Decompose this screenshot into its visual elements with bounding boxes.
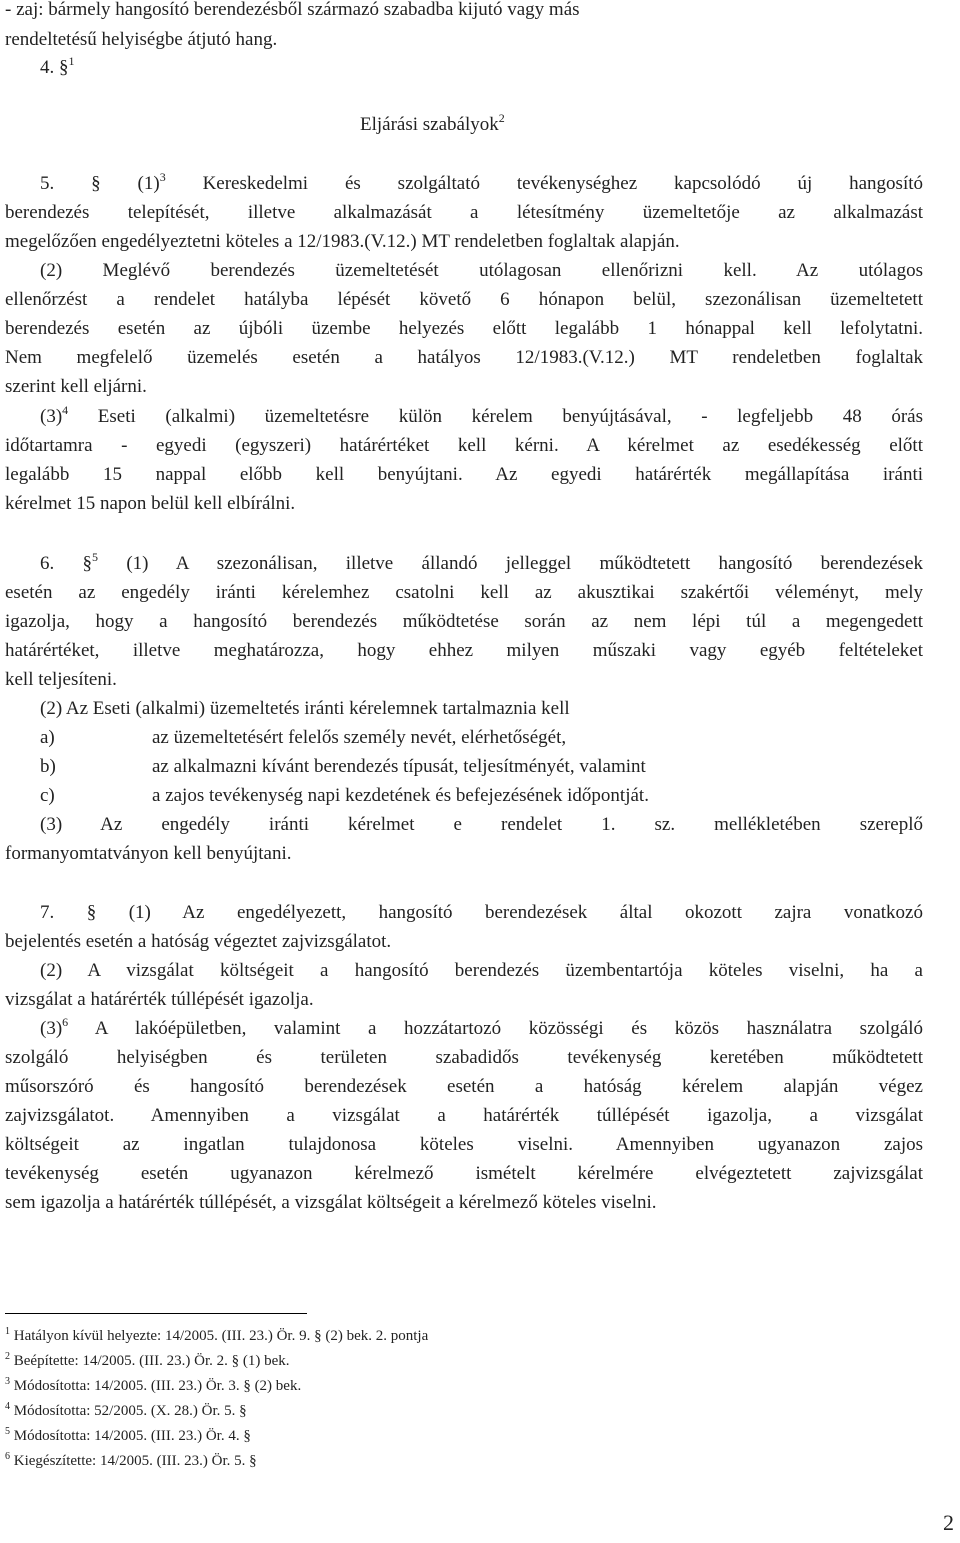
footnote-text: Módosította: 52/2005. (X. 28.) Ör. 5. §: [13, 1403, 247, 1419]
list-label: a): [40, 727, 55, 748]
text-line: szolgáló helyiségben és területen szabadidős tevékenység keretében működtetett: [5, 1047, 923, 1068]
section-7-line: 7. § (1) Az engedélyezett, hangosító berendezések által okozott zajra vonatkozó: [40, 902, 923, 923]
footnote-ref-2: 2: [498, 111, 505, 125]
section-6-line: 6. §$^5$ (1) A szezonálisan, illetve állandó jelleggel működtetett hangosító berendezések: [40, 550, 924, 574]
text-line: esetén az engedély iránti kérelemhez csatolni kell az akusztikai szakértői véleményt, mely: [5, 582, 923, 603]
text-line: berendezés telepítését, illetve alkalmazását a létesítmény üzemeltetője az alkalmazást: [5, 202, 923, 223]
footnote-text: Beépítette: 14/2005. (III. 23.) Ör. 2. § (1) bek.: [13, 1353, 290, 1369]
text-line: Nem megfelelő üzemelés esetén a hatályos 12/1983.(V.12.) MT rendeletben foglaltak: [5, 347, 923, 368]
footnote: [5, 1377, 301, 1395]
text-line: legalább 15 nappal előbb kell benyújtani. Az egyedi határérték megállapítása iránti: [5, 464, 923, 485]
text-line: formanyomtatványon kell benyújtani.: [5, 843, 292, 864]
text-line: megelőzően engedélyeztetni köteles a 12/1983.(V.12.) MT rendeletben foglaltak alapján.: [5, 231, 680, 252]
text-line: (2) A vizsgálat költségeit a hangosító berendezés üzembentartója köteles viselni, ha a: [40, 960, 923, 981]
text-line: vizsgálat a határérték túllépését igazolja.: [5, 989, 314, 1010]
footnote: [5, 1327, 428, 1345]
footnote-ref-1: 1: [68, 54, 75, 68]
list-text: az üzemeltetésért felelős személy nevét, elérhetőségét,: [152, 727, 567, 748]
text-line: kell teljesíteni.: [5, 669, 117, 690]
footnote-number: 5: [5, 1426, 10, 1437]
list-label: b): [40, 756, 56, 777]
text-line: ellenőrzést a rendelet hatályba lépését követő 6 hónapon belül, szezonálisan üzemeltetett: [5, 289, 923, 310]
footnote-ref-6: 6: [62, 1015, 69, 1029]
paragraph-sign: §: [91, 173, 101, 194]
text-line: időtartamra - egyedi (egyszeri) határértéket kell kérni. A kérelmet az esedékesség előtt: [5, 435, 923, 456]
footnote-divider: [5, 1313, 307, 1314]
paragraph-sign: §: [82, 553, 93, 574]
text-line: költségeit az ingatlan tulajdonosa köteles viselni. Amennyiben ugyanazon zajos: [5, 1134, 923, 1155]
text-line: határértéket, illetve meghatározza, hogy ehhez milyen műszaki vagy egyéb feltételeket: [5, 640, 923, 661]
text-line: szerint kell eljárni.: [5, 376, 147, 397]
footnote-text: Módosította: 14/2005. (III. 23.) Ör. 4. §: [13, 1428, 251, 1444]
text-line: (2) Meglévő berendezés üzemeltetését utólagosan ellenőrizni kell. Az utólagos: [40, 260, 923, 281]
page-number: 2: [943, 1510, 954, 1535]
text-line: $(3)^4$ Eseti (alkalmi) üzemeltetésre külön kérelem benyújtásával, - legfeljebb 48 órás: [40, 403, 924, 427]
section-title: Eljárási szabályok$^2$: [360, 111, 505, 135]
section-5-line: 5. § $(1)^3$ Kereskedelmi és szolgáltató tevékenységhez kapcsolódó új hangosító: [40, 170, 924, 194]
text-line: sem igazolja a határérték túllépését, a vizsgálat költségeit a kérelmező köteles viselni.: [5, 1192, 657, 1213]
footnote-number: 3: [5, 1376, 10, 1387]
paragraph-sign: §: [59, 57, 69, 78]
footnote-text: Módosította: 14/2005. (III. 23.) Ör. 3. § (2) bek.: [13, 1378, 302, 1394]
footnote: [5, 1452, 257, 1470]
text-line: kérelmet 15 napon belül kell elbírálni.: [5, 493, 296, 514]
footnote-ref-4: 4: [62, 403, 69, 417]
footnote-ref-3: 3: [159, 170, 166, 184]
footnote-number: 2: [5, 1351, 10, 1362]
footnote: [5, 1402, 247, 1420]
list-text: a zajos tevékenység napi kezdetének és befejezésének időpontját.: [152, 785, 649, 806]
text-line: bejelentés esetén a hatóság végeztet zajvizsgálatot.: [5, 931, 392, 952]
text-line: rendeltetésű helyiségbe átjutó hang.: [5, 29, 278, 50]
text-line: - zaj: bármely hangosító berendezésből származó szabadba kijutó vagy más: [5, 0, 580, 20]
text-line: műsorszóró és hangosító berendezések esetén a hatóság kérelem alapján végez: [5, 1076, 923, 1097]
list-label: c): [40, 785, 55, 806]
list-text: az alkalmazni kívánt berendezés típusát, teljesítményét, valamint: [152, 756, 646, 777]
text-line: zajvizsgálatot. Amennyiben a vizsgálat a határérték túllépését igazolja, a vizsgálat: [5, 1105, 923, 1126]
paragraph-sign: §: [86, 902, 97, 923]
section-4-heading: 4. §$^1$: [40, 54, 75, 78]
footnote: [5, 1427, 251, 1445]
text-line: berendezés esetén az újbóli üzembe helyezés előtt legalább 1 hónappal kell lefolytatni.: [5, 318, 923, 339]
text-line: igazolja, hogy a hangosító berendezés működtetése során az nem lépi túl a megengedett: [5, 611, 923, 632]
text-line: (2) Az Eseti (alkalmi) üzemeltetés iránti kérelemnek tartalmaznia kell: [40, 698, 570, 719]
footnote: [5, 1352, 290, 1370]
text-line: $(3)^6$ A lakóépületben, valamint a hozzátartozó közösségi és közös használatra szolgáló: [40, 1015, 923, 1039]
footnote-text: Hatályon kívül helyezte: 14/2005. (III. 23.) Ör. 9. § (2) bek. 2. pontja: [13, 1328, 429, 1344]
footnote-text: Kiegészítette: 14/2005. (III. 23.) Ör. 5. §: [13, 1453, 257, 1469]
text-line: (3) Az engedély iránti kérelmet e rendelet 1. sz. mellékletében szereplő: [40, 814, 923, 835]
footnote-number: 6: [5, 1451, 10, 1462]
footnote-number: 4: [5, 1401, 10, 1412]
text-line: tevékenység esetén ugyanazon kérelmező ismételt kérelmére elvégeztetett zajvizsgálat: [5, 1163, 923, 1184]
footnote-number: 1: [5, 1326, 10, 1337]
footnote-ref-5: 5: [92, 550, 99, 564]
